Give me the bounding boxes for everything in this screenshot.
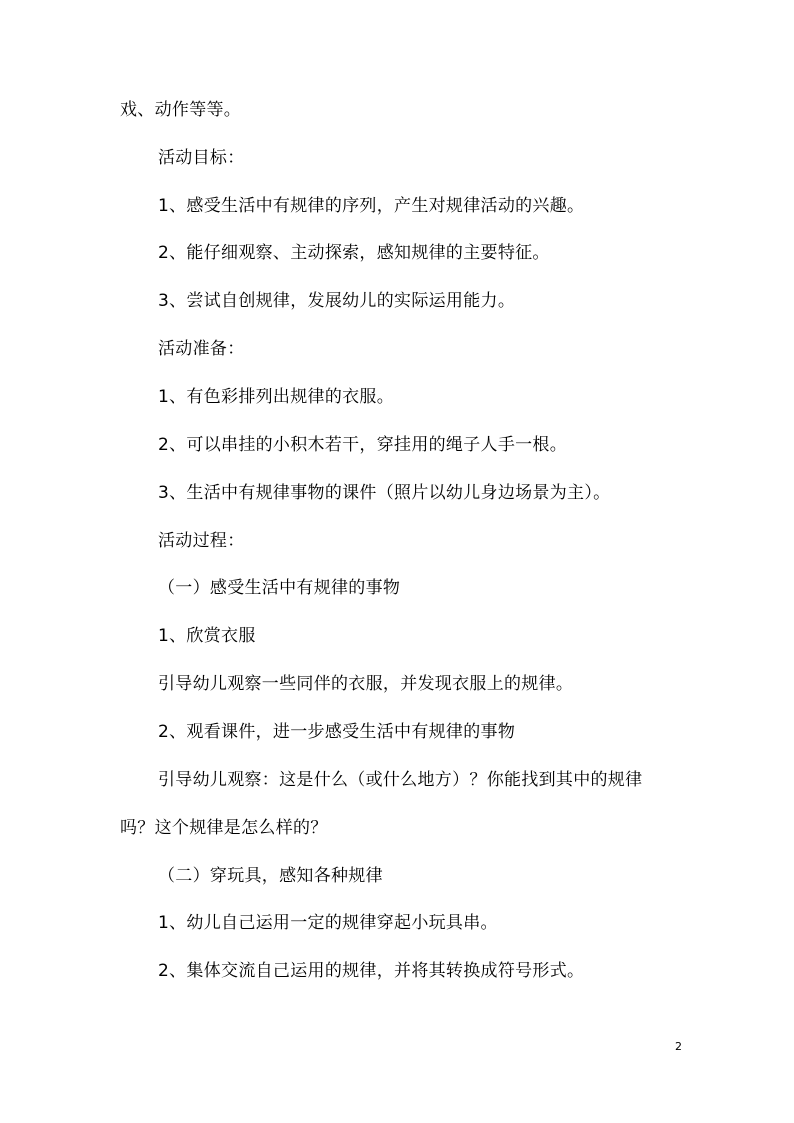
- text-line: 3、尝试自创规律，发展幼儿的实际运用能力。: [158, 291, 516, 311]
- text-line: 吗？这个规律是怎么样的？: [120, 818, 328, 838]
- text-line: 引导幼儿观察一些同伴的衣服，并发现衣服上的规律。: [158, 674, 574, 694]
- text-line: 3、生活中有规律事物的课件（照片以幼儿身边场景为主）。: [158, 483, 611, 503]
- section-heading-goals: 活动目标：: [158, 148, 245, 168]
- text-line: 2、可以串挂的小积木若干，穿挂用的绳子人手一根。: [158, 435, 568, 455]
- section-heading-preparation: 活动准备：: [158, 339, 245, 359]
- text-line: 引导幼儿观察：这是什么（或什么地方）？你能找到其中的规律: [158, 770, 643, 790]
- text-line: 戏、动作等等。: [120, 100, 242, 120]
- subsection-heading: （二）穿玩具，感知各种规律: [158, 866, 383, 886]
- text-line: 2、集体交流自己运用的规律，并将其转换成符号形式。: [158, 961, 585, 981]
- text-line: 1、幼儿自己运用一定的规律穿起小玩具串。: [158, 913, 498, 933]
- text-line: 1、欣赏衣服: [158, 626, 256, 646]
- text-line: 1、有色彩排列出规律的衣服。: [158, 387, 395, 407]
- section-heading-process: 活动过程：: [158, 531, 245, 551]
- text-line: 1、感受生活中有规律的序列，产生对规律活动的兴趣。: [158, 196, 585, 216]
- subsection-heading: （一）感受生活中有规律的事物: [158, 578, 401, 598]
- page-number: 2: [675, 1040, 682, 1053]
- text-line: 2、能仔细观察、主动探索，感知规律的主要特征。: [158, 243, 550, 263]
- text-line: 2、观看课件，进一步感受生活中有规律的事物: [158, 722, 516, 742]
